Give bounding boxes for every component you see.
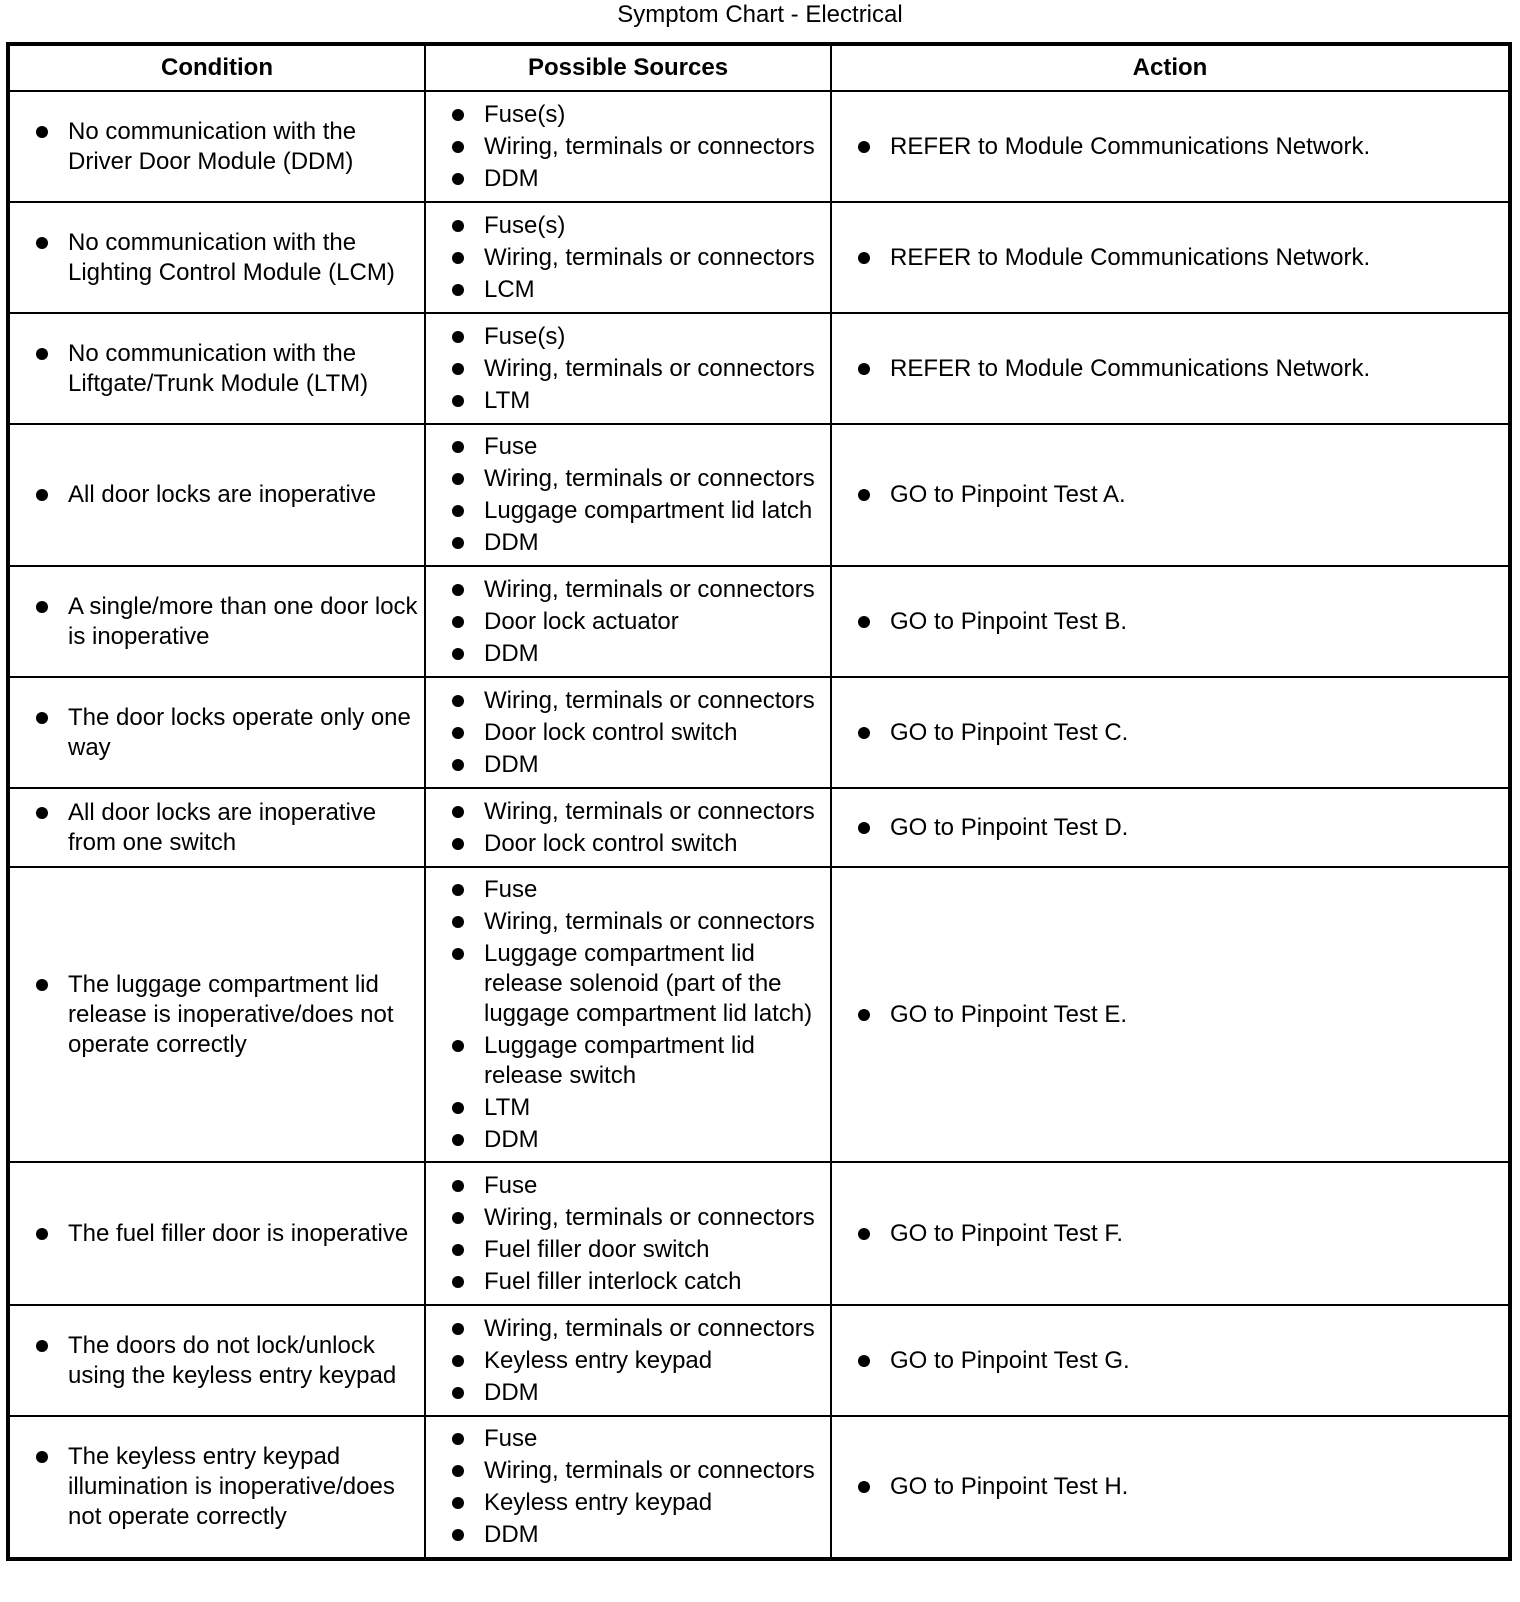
- action-text: GO to Pinpoint Test F.: [832, 1219, 1502, 1249]
- source-item: Fuse(s): [426, 211, 824, 241]
- possible-sources-cell: [425, 424, 831, 566]
- source-item: Door lock control switch: [426, 829, 824, 859]
- condition-cell: [8, 424, 425, 566]
- condition-text: All door locks are inoperative: [10, 480, 418, 510]
- source-item: Luggage compartment lid latch: [426, 496, 824, 526]
- condition-text: No communication with the Liftgate/Trunk Module (LTM): [10, 339, 418, 399]
- source-item: DDM: [426, 1520, 824, 1550]
- source-item: DDM: [426, 164, 824, 194]
- table-row: [8, 677, 1510, 788]
- source-item: Wiring, terminals or connectors: [426, 354, 824, 384]
- source-item: LTM: [426, 386, 824, 416]
- action-text: GO to Pinpoint Test H.: [832, 1472, 1502, 1502]
- source-item: Keyless entry keypad: [426, 1488, 824, 1518]
- source-item: Keyless entry keypad: [426, 1346, 824, 1376]
- table-row: [8, 867, 1510, 1162]
- possible-sources-cell: [425, 202, 831, 313]
- condition-text: The luggage compartment lid release is inoperative/does not operate correctly: [10, 970, 418, 1060]
- condition-text: The doors do not lock/unlock using the keyless entry keypad: [10, 1331, 418, 1391]
- page-title: Symptom Chart - Electrical: [617, 1, 903, 28]
- source-item: Fuse(s): [426, 322, 824, 352]
- action-cell: [831, 1416, 1510, 1559]
- action-text: GO to Pinpoint Test E.: [832, 1000, 1502, 1030]
- action-cell: [831, 313, 1510, 424]
- action-text: GO to Pinpoint Test D.: [832, 813, 1502, 843]
- condition-cell: [8, 1416, 425, 1559]
- table-row: [8, 566, 1510, 677]
- source-item: Wiring, terminals or connectors: [426, 464, 824, 494]
- source-item: Fuse(s): [426, 100, 824, 130]
- condition-text: The fuel filler door is inoperative: [10, 1219, 418, 1249]
- header-condition: Condition: [8, 44, 425, 91]
- table-row: [8, 1416, 1510, 1559]
- source-item: LTM: [426, 1093, 824, 1123]
- table-row: [8, 1162, 1510, 1305]
- source-item: Fuse: [426, 1171, 824, 1201]
- action-text: GO to Pinpoint Test G.: [832, 1346, 1502, 1376]
- condition-cell: [8, 788, 425, 867]
- source-item: DDM: [426, 750, 824, 780]
- action-cell: [831, 867, 1510, 1162]
- action-text: REFER to Module Communications Network.: [832, 243, 1502, 273]
- header-action: Action: [831, 44, 1510, 91]
- condition-text: All door locks are inoperative from one switch: [10, 798, 418, 858]
- source-item: DDM: [426, 1125, 824, 1155]
- source-item: Luggage compartment lid release switch: [426, 1031, 824, 1091]
- possible-sources-cell: [425, 1305, 831, 1416]
- action-cell: [831, 1162, 1510, 1305]
- table-row: [8, 91, 1510, 202]
- action-cell: [831, 566, 1510, 677]
- action-cell: [831, 91, 1510, 202]
- condition-text: A single/more than one door lock is inoperative: [10, 592, 418, 652]
- action-cell: [831, 788, 1510, 867]
- condition-cell: [8, 867, 425, 1162]
- table-row: [8, 788, 1510, 867]
- condition-cell: [8, 677, 425, 788]
- source-item: Fuse: [426, 432, 824, 462]
- symptom-chart-table: [6, 42, 1512, 1561]
- source-item: Fuse: [426, 1424, 824, 1454]
- source-item: Wiring, terminals or connectors: [426, 1456, 824, 1486]
- possible-sources-cell: [425, 1416, 831, 1559]
- condition-cell: [8, 202, 425, 313]
- condition-cell: [8, 566, 425, 677]
- action-text: REFER to Module Communications Network.: [832, 132, 1502, 162]
- source-item: Fuse: [426, 875, 824, 905]
- condition-cell: [8, 1162, 425, 1305]
- action-text: GO to Pinpoint Test A.: [832, 480, 1502, 510]
- table-row: [8, 424, 1510, 566]
- header-possible-sources: Possible Sources: [425, 44, 831, 91]
- source-item: Wiring, terminals or connectors: [426, 797, 824, 827]
- source-item: Wiring, terminals or connectors: [426, 1203, 824, 1233]
- condition-text: The door locks operate only one way: [10, 703, 418, 763]
- source-item: DDM: [426, 639, 824, 669]
- source-item: Fuel filler interlock catch: [426, 1267, 824, 1297]
- condition-cell: [8, 1305, 425, 1416]
- source-item: LCM: [426, 275, 824, 305]
- header-row: [8, 44, 1510, 91]
- condition-text: The keyless entry keypad illumination is inoperative/does not operate correctly: [10, 1442, 418, 1532]
- chart-body: [8, 91, 1510, 1559]
- source-item: Wiring, terminals or connectors: [426, 686, 824, 716]
- possible-sources-cell: [425, 91, 831, 202]
- source-item: Wiring, terminals or connectors: [426, 243, 824, 273]
- table-row: [8, 313, 1510, 424]
- source-item: Wiring, terminals or connectors: [426, 1314, 824, 1344]
- source-item: DDM: [426, 1378, 824, 1408]
- condition-text: No communication with the Lighting Control Module (LCM): [10, 228, 418, 288]
- possible-sources-cell: [425, 1162, 831, 1305]
- source-item: Luggage compartment lid release solenoid (part of the luggage compartment lid latch): [426, 939, 824, 1029]
- action-cell: [831, 677, 1510, 788]
- source-item: Wiring, terminals or connectors: [426, 907, 824, 937]
- source-item: Fuel filler door switch: [426, 1235, 824, 1265]
- condition-cell: [8, 313, 425, 424]
- table-row: [8, 202, 1510, 313]
- action-cell: [831, 424, 1510, 566]
- action-text: REFER to Module Communications Network.: [832, 354, 1502, 384]
- possible-sources-cell: [425, 867, 831, 1162]
- condition-text: No communication with the Driver Door Module (DDM): [10, 117, 418, 177]
- possible-sources-cell: [425, 788, 831, 867]
- action-text: GO to Pinpoint Test B.: [832, 607, 1502, 637]
- possible-sources-cell: [425, 677, 831, 788]
- action-text: GO to Pinpoint Test C.: [832, 718, 1502, 748]
- action-cell: [831, 1305, 1510, 1416]
- source-item: Wiring, terminals or connectors: [426, 132, 824, 162]
- source-item: Door lock control switch: [426, 718, 824, 748]
- possible-sources-cell: [425, 566, 831, 677]
- source-item: DDM: [426, 528, 824, 558]
- table-row: [8, 1305, 1510, 1416]
- source-item: Wiring, terminals or connectors: [426, 575, 824, 605]
- condition-cell: [8, 91, 425, 202]
- possible-sources-cell: [425, 313, 831, 424]
- action-cell: [831, 202, 1510, 313]
- source-item: Door lock actuator: [426, 607, 824, 637]
